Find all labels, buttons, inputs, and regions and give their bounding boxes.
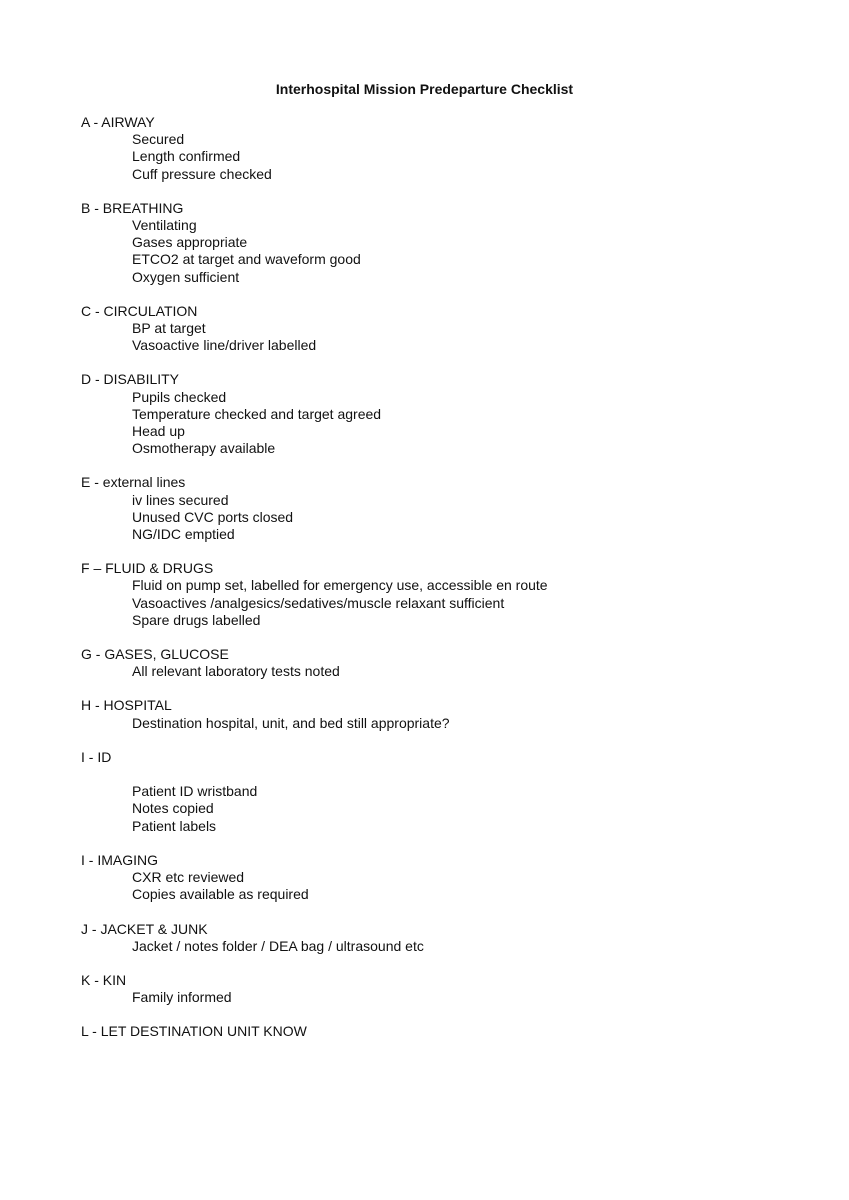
checklist-item: Ventilating bbox=[132, 217, 197, 234]
checklist-section bbox=[81, 560, 821, 629]
section-heading: G - GASES, GLUCOSE bbox=[81, 646, 229, 663]
checklist-item: Temperature checked and target agreed bbox=[132, 405, 382, 422]
section-heading: C - CIRCULATION bbox=[81, 302, 198, 319]
section-heading: L - LET DESTINATION UNIT KNOW bbox=[81, 1023, 307, 1040]
checklist-item: Pupils checked bbox=[132, 388, 227, 405]
checklist-item: Family informed bbox=[132, 989, 232, 1006]
checklist-section bbox=[81, 852, 821, 904]
checklist-sections bbox=[81, 114, 821, 1058]
section-heading: H - HOSPITAL bbox=[81, 697, 172, 714]
checklist-section bbox=[81, 1023, 821, 1040]
checklist-item: Oxygen sufficient bbox=[132, 268, 240, 285]
checklist-section bbox=[81, 200, 821, 286]
checklist-item: Head up bbox=[132, 423, 185, 440]
section-heading: B - BREATHING bbox=[81, 199, 184, 216]
checklist-item: iv lines secured bbox=[132, 491, 229, 508]
checklist-section bbox=[81, 646, 821, 680]
section-heading: A - AIRWAY bbox=[81, 114, 155, 130]
blank-line bbox=[81, 766, 821, 783]
checklist-item: Unused CVC ports closed bbox=[132, 508, 294, 525]
checklist-section bbox=[81, 474, 821, 543]
section-heading: J - JACKET & JUNK bbox=[81, 920, 208, 937]
checklist-item: CXR etc reviewed bbox=[132, 869, 245, 886]
section-heading: I - ID bbox=[81, 748, 112, 765]
checklist-item: Spare drugs labelled bbox=[132, 611, 261, 628]
checklist-item: Patient labels bbox=[132, 817, 217, 834]
checklist-item: Cuff pressure checked bbox=[132, 165, 272, 182]
checklist-item: Copies available as required bbox=[132, 886, 309, 903]
checklist-item: Gases appropriate bbox=[132, 234, 248, 251]
checklist-item: Destination hospital, unit, and bed still appropriate? bbox=[132, 714, 450, 731]
checklist-section bbox=[81, 303, 821, 355]
checklist-item: NG/IDC emptied bbox=[132, 526, 235, 543]
checklist-section bbox=[81, 972, 821, 1006]
section-heading: K - KIN bbox=[81, 971, 127, 988]
checklist-item: Length confirmed bbox=[132, 148, 241, 165]
section-heading: F – FLUID & DRUGS bbox=[81, 560, 214, 577]
checklist-section bbox=[81, 114, 821, 183]
section-heading: D - DISABILITY bbox=[81, 371, 180, 388]
section-heading: E - external lines bbox=[81, 474, 186, 491]
checklist-item: All relevant laboratory tests noted bbox=[132, 663, 340, 680]
checklist-section bbox=[81, 371, 821, 457]
checklist-item: Osmotherapy available bbox=[132, 440, 276, 457]
section-heading: I - IMAGING bbox=[81, 851, 158, 868]
checklist-item: Fluid on pump set, labelled for emergency use, accessible en route bbox=[132, 577, 548, 594]
checklist-section bbox=[81, 697, 821, 731]
checklist-item: Jacket / notes folder / DEA bag / ultrasound etc bbox=[132, 937, 424, 954]
checklist-item: Vasoactive line/driver labelled bbox=[132, 337, 317, 354]
checklist-item: Notes copied bbox=[132, 800, 214, 817]
checklist-item: Secured bbox=[132, 131, 185, 148]
checklist-item: Vasoactives /analgesics/sedatives/muscle relaxant sufficient bbox=[132, 594, 505, 611]
checklist-item: BP at target bbox=[132, 320, 206, 337]
checklist-item: ETCO2 at target and waveform good bbox=[132, 251, 361, 268]
checklist-section bbox=[81, 749, 821, 835]
checklist-section bbox=[81, 921, 821, 955]
checklist-item: Patient ID wristband bbox=[132, 783, 258, 800]
document-title: Interhospital Mission Predeparture Checklist bbox=[275, 81, 574, 97]
